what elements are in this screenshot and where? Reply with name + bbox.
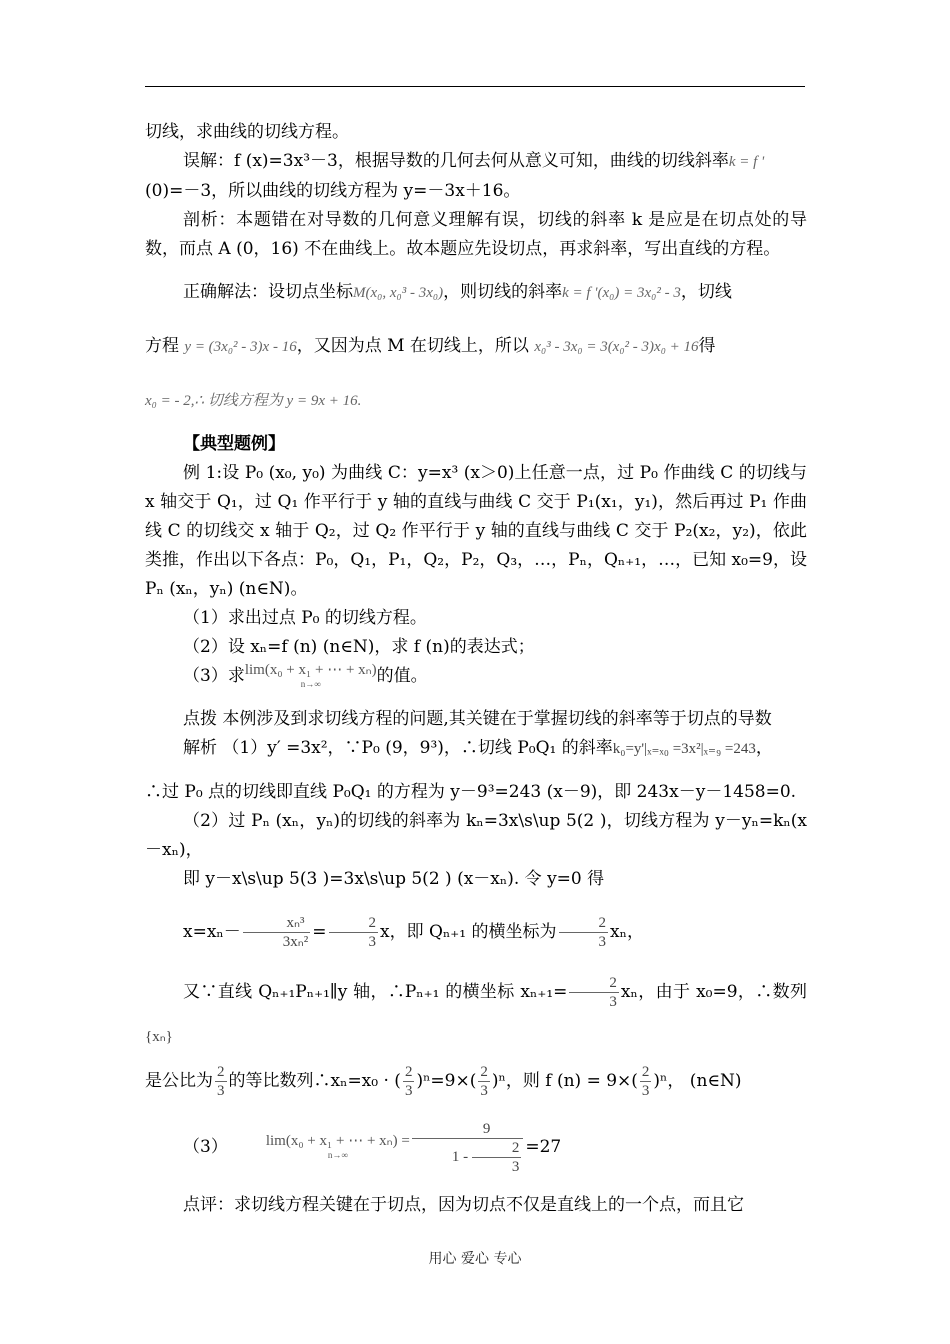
paragraph: 点拨 本例涉及到求切线方程的问题,其关键在于掌握切线的斜率等于切点的导数 <box>183 709 772 729</box>
header-rule <box>145 86 805 87</box>
question-1: （1）求出过点 P₀ 的切线方程。 <box>183 608 427 628</box>
page-footer: 用心 爱心 专心 <box>428 1251 522 1267</box>
paragraph: 剖析：本题错在对导数的几何意义理解有误，切线的斜率 k 是应是在切点处的导数，而点 A (0，16) 不在曲线上。故本题应先设切点，再求斜率，写出直线的方程。 <box>145 210 807 259</box>
paragraph: 例 1:设 P₀ (x₀, y₀) 为曲线 C：y=x³ (x＞0)上任意一点，过 P₀ 作曲线 C 的切线与 x 轴交于 Q₁，过 Q₁ 作平行于 y 轴的直线与曲线 C 交于 P₁(x₁，y₁)，然后再过 P₁ 作曲线 C 的切线交 x 轴于 Q₂，过 Q₂ 作平行于 y 轴的直线与曲线 C 交于 P₂(x₂，y₂)，依此类推，作出以下各点：P₀，Q₁，P₁，Q₂，P₂，Q₃，…，Pₙ，Qₙ₊₁，…，已知 x₀=9，设 Pₙ (xₙ，yₙ) (n∈N)。 <box>145 463 807 599</box>
paragraph: ∴过 P₀ 点的切线即直线 P₀Q₁ 的方程为 y－9³=243 (x－9)，即 243x－y－1458=0. <box>145 782 797 802</box>
paragraph: 切线，求曲线的切线方程。 <box>145 122 349 142</box>
question-3: （3）求lim(x₀ + x₁ + ⋯ + xₙ) n→∞ 的值。 <box>183 661 428 689</box>
paragraph: （3） lim(x₀ + x₁ + ⋯ + xₙ) = n→∞ 9 1 - $\frac{2}{3}$ =27 <box>183 1120 562 1175</box>
paragraph: 方程 y = (3x₀² - 3)x - 16，又因为点 M 在切线上，所以 x₀³ - 3x₀ = 3(x₀² - 3)x₀ + 16得 <box>145 336 716 356</box>
paragraph: 即 y－x\s\up 5(3 )=3x\s\up 5(2 ) (x－xₙ). 令 y=0 得 <box>183 869 605 889</box>
paragraph: 是公比为 $\frac{2}{3}$ 的等比数列∴xₙ=x₀ · ( $\frac{2}{3}$ )ⁿ=9×( $\frac{2}{3}$ )ⁿ，则 f (n) = 9×( $\frac{2}{3}$ )ⁿ， (n∈N) <box>145 1064 742 1099</box>
paragraph: 误解：f (x)=3x³－3，根据导数的几何去何从意义可知，曲线的切线斜率k = f ' <box>183 151 765 171</box>
paragraph: 点评：求切线方程关键在于切点，因为切点不仅是直线上的一个点，而且它 <box>183 1195 744 1215</box>
equation-line: x₀ = - 2,∴ 切线方程为 y = 9x + 16. <box>145 393 362 409</box>
question-2: （2）设 xₙ=f (n) (n∈N)，求 f (n)的表达式； <box>183 637 535 657</box>
paragraph: (0)=－3，所以曲线的切线方程为 y=－3x＋16。 <box>145 181 521 201</box>
paragraph: x=xₙ－ $\frac{\text{xₙ³}}{\text{3xₙ²}}$ = $\frac{2}{3}$ x，即 Qₙ₊₁ 的横坐标为 $\frac{2}{3}$ xₙ， <box>183 915 644 950</box>
paragraph: （2）过 Pₙ (xₙ，yₙ)的切线的斜率为 kₙ=3x\s\up 5(2 )，切线方程为 y－yₙ=kₙ(x－xₙ)， <box>145 811 807 860</box>
paragraph: 正确解法：设切点坐标M(x₀, x₀³ - 3x₀)，则切线的斜率k = f '(x₀) = 3x₀² - 3，切线 <box>183 282 732 302</box>
document-body <box>145 118 807 1220</box>
paragraph: 又∵直线 Qₙ₊₁Pₙ₊₁∥y 轴，∴Pₙ₊₁ 的横坐标 xₙ₊₁= $\frac{2}{3}$ xₙ，由于 x₀=9，∴数列{xₙ} <box>145 975 807 1045</box>
section-title: 【典型题例】 <box>183 434 285 454</box>
paragraph: 解析 （1）y′ =3x²，∵P₀ (9，9³)，∴切线 P₀Q₁ 的斜率k₀=y'|ₓ₌ₓ₀ =3x²|ₓ₌₉ =243， <box>183 738 773 758</box>
